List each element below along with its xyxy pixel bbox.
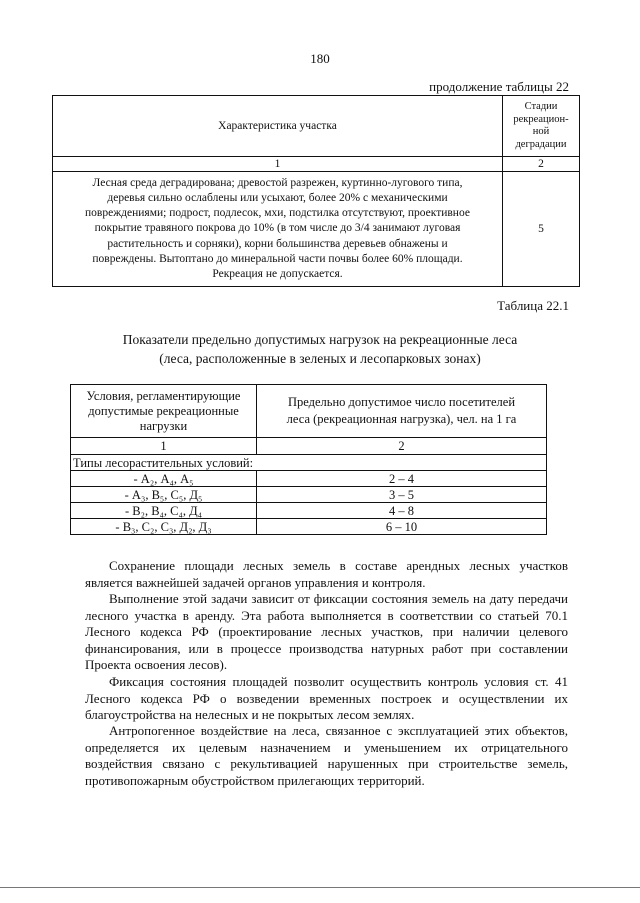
table221-condition: - А₂, А₄, А₅: [71, 471, 257, 487]
text-line: Лесная среда деградирована; древостой разрежен, куртинно-лугового типа,: [92, 176, 463, 189]
paragraph-2: Выполнение этой задачи зависит от фиксации состояния земель на дату передачи лесного участка в аренду. Эта работа выполняется в соответствии со статьей 70.1 Лесного кодекса РФ (проектирование лесных участков, при наличии целевого финансирования, или в процессе производства натурных работ при составлении Проекта освоения лесов).: [85, 591, 568, 673]
table22-col1-number: 1: [53, 157, 503, 172]
table22-col1-header: Характеристика участка: [53, 96, 503, 157]
scan-edge-line: [0, 887, 640, 888]
header-line: Условия, регламентирующие: [86, 388, 241, 403]
table-row: [71, 487, 547, 503]
header-line: Стадии: [524, 101, 558, 112]
table22-col2-header: [503, 96, 580, 157]
table221-condition: - В₂, В₄, С₄, Д₄: [71, 503, 257, 519]
table22-row-stage: 5: [503, 172, 580, 287]
table221-col2-header: [257, 385, 547, 438]
table-22-1: [70, 384, 547, 535]
header-line: леса (рекреационная нагрузка), чел. на 1 га: [286, 412, 517, 426]
paragraph-1: Сохранение площади лесных земель в составе арендных лесных участков является важнейшей задачей органов управления и контроля.: [85, 558, 568, 590]
table-22-continuation: [52, 95, 580, 287]
header-line: деградации: [515, 138, 567, 150]
table22-row-description: [53, 172, 503, 287]
text-line: повреждены. Вытоптано до минеральной части почвы более 60% площади.: [92, 252, 463, 265]
table-caption: Таблица 22.1: [497, 298, 569, 313]
text-line: растительность и сорняки), корни большинства деревьев обнажены и: [107, 237, 448, 250]
paragraph-4: Антропогенное воздействие на леса, связанное с эксплуатацией этих объектов, определяется их целевым назначением и уменьшением их отрицательного воздействия связано с рекультивацией нарушенных при строительстве земель, противопожарным обустройством прилегающих территорий.: [85, 723, 568, 788]
table221-col1-header: [71, 385, 257, 438]
header-line: ной: [532, 126, 550, 137]
table-row: [71, 519, 547, 535]
table-title-line2: (леса, расположенные в зеленых и лесопарковых зонах): [159, 351, 481, 366]
table221-condition: - А₃, В₅, С₅, Д₅: [71, 487, 257, 503]
text-line: деревья сильно ослаблены или усыхают, более 20% с механическими: [107, 191, 448, 204]
header-line: рекреацион-: [513, 113, 569, 125]
table221-value: 3 – 5: [257, 487, 547, 503]
table221-types-label: Типы лесорастительных условий:: [71, 455, 547, 471]
header-line: Предельно допустимое число посетителей: [287, 395, 516, 409]
table221-condition: - В₃, С₂, С₃, Д₂, Д₃: [71, 519, 257, 535]
paragraph-3: Фиксация состояния площадей позволит осуществить контроль условия ст. 41 Лесного кодекса РФ о возведении временных построек и осуществлении их благоустройства на нелесных и не покрытых лесом землях.: [85, 674, 568, 723]
table-title-line1: Показатели предельно допустимых нагрузок на рекреационные леса: [122, 332, 518, 347]
table221-col1-number: 1: [71, 438, 257, 455]
table221-value: 4 – 8: [257, 503, 547, 519]
table-continuation-label: продолжение таблицы 22: [429, 79, 569, 94]
table221-value: 2 – 4: [257, 471, 547, 487]
header-line: нагрузки: [139, 418, 188, 433]
text-line: покрытие травяного покрова до 10% (в том числе до 3/4 занимают луговая: [94, 222, 461, 235]
page-number: 180: [310, 51, 330, 66]
table-row: [71, 471, 547, 487]
table22-col2-number: 2: [503, 157, 580, 172]
table221-col2-number: 2: [257, 438, 547, 455]
table-row: [71, 503, 547, 519]
table221-value: 6 – 10: [257, 519, 547, 535]
text-line: повреждениями; подрост, подлесок, мхи, подстилка отсутствуют, проективное: [85, 207, 470, 220]
text-line: Рекреация не допускается.: [212, 268, 343, 280]
header-line: допустимые рекреационные: [88, 403, 239, 418]
